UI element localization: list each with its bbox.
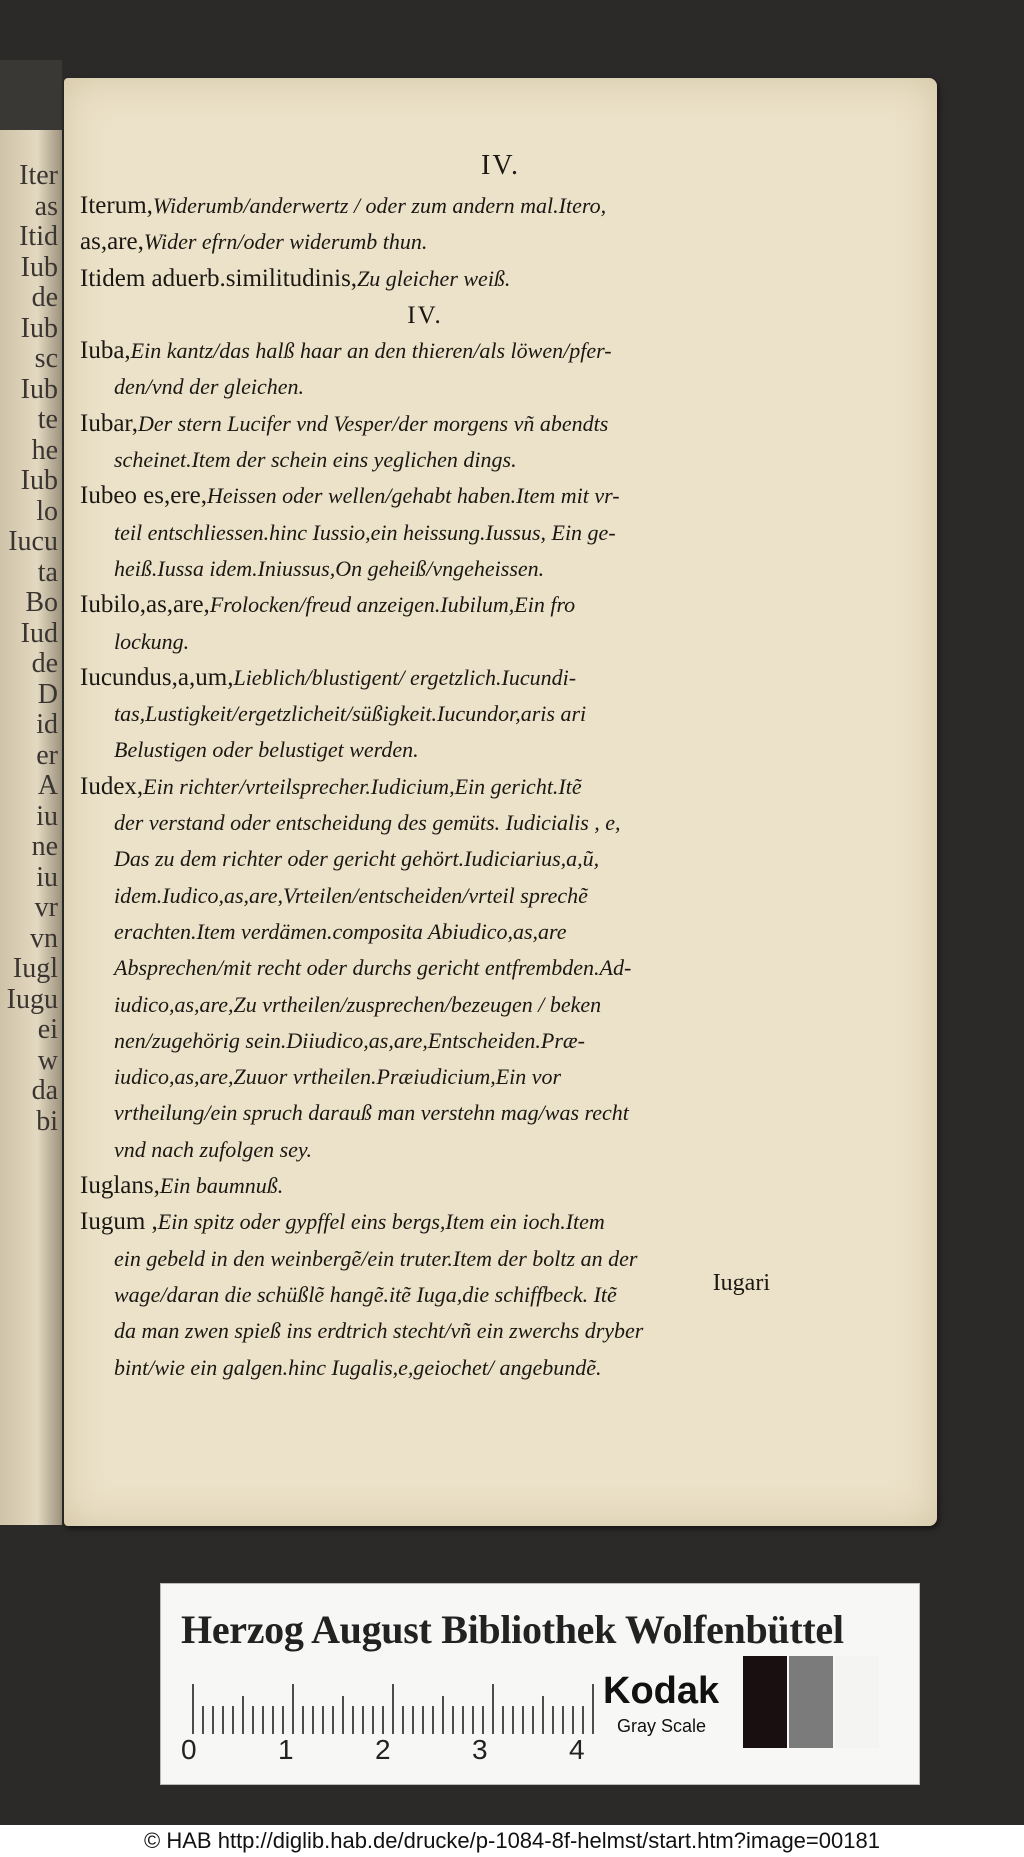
facing-page-fragment: w <box>37 1044 58 1076</box>
text-line <box>80 442 770 478</box>
headword: Iugum , <box>80 1208 158 1236</box>
facing-page-fragment: vr <box>34 892 58 923</box>
gloss: Widerumb/anderwertz / oder zum andern mal.Itero, <box>152 193 607 218</box>
gloss: teil entschliessen.hinc Iussio,ein heissung.Iussus, Ein ge- <box>114 519 616 545</box>
text-line <box>80 551 770 587</box>
gloss: scheinet.Item der schein eins yeglichen dings. <box>114 447 517 473</box>
text-line <box>80 1204 770 1240</box>
text-line <box>80 261 770 297</box>
text-line <box>80 987 770 1023</box>
gloss: lockung. <box>114 628 190 654</box>
text-line <box>80 478 770 514</box>
text-line <box>80 188 770 224</box>
gloss: der verstand oder entscheidung des gemüts. Iudicialis , e, <box>114 810 621 836</box>
gray-swatch <box>743 1656 787 1748</box>
ruler-numbers <box>181 1734 621 1774</box>
text-line <box>80 914 770 950</box>
text-line <box>80 805 770 841</box>
facing-page-fragment: Iugu <box>6 983 58 1015</box>
facing-page-fragment: id <box>36 709 58 740</box>
facing-page-fragment: D <box>37 678 58 710</box>
color-target-card <box>160 1583 920 1785</box>
text-line <box>80 224 770 260</box>
catchword: Iugari <box>712 1270 770 1296</box>
headword: Itidem aduerb.similitudinis, <box>80 264 358 292</box>
facing-page-fragment: ei <box>37 1014 58 1045</box>
gloss: Ein baumnuß. <box>159 1173 284 1199</box>
gloss: Belustigen oder belustiget werden. <box>114 737 419 763</box>
text-line <box>80 587 770 623</box>
facing-page-fragment: he <box>31 434 58 466</box>
text-line <box>80 1313 770 1349</box>
headword: Iuglans, <box>80 1172 160 1200</box>
facing-page-fragment: iu <box>36 800 58 832</box>
gloss: bint/wie ein galgen.hinc Iugalis,e,geiochet/ angebundẽ. <box>114 1354 602 1380</box>
gloss: den/vnd der gleichen. <box>114 374 304 400</box>
facing-page-fragment: sc <box>34 343 58 374</box>
headword: as,are, <box>80 228 144 256</box>
footer-credit: © HAB http://diglib.hab.de/drucke/p-1084-8f-helmst/start.htm?image=00181 <box>0 1825 1024 1857</box>
text-line <box>80 732 770 768</box>
gloss: Das zu dem richter oder gericht gehört.Iudiciarius,a,ũ, <box>114 846 600 872</box>
facing-page-edge <box>0 60 62 1525</box>
facing-page-fragment: te <box>37 404 58 435</box>
facing-page-fragment: da <box>31 1075 58 1106</box>
text-line <box>80 660 770 696</box>
gray-scale-label: Gray Scale <box>617 1716 707 1736</box>
gloss: Ein kantz/das halß haar an den thieren/als löwen/pfer- <box>130 338 612 364</box>
headword: Iudex, <box>80 772 144 800</box>
text-line <box>80 841 770 877</box>
text-line <box>80 515 770 551</box>
dictionary-text <box>80 188 770 1386</box>
gloss: tas,Lustigkeit/ergetzlicheit/süßigkeit.Iucundor,aris ari <box>114 701 587 727</box>
facing-page-fragment: de <box>31 648 58 679</box>
gloss: Wider efrn/oder widerumb thun. <box>143 229 428 255</box>
facing-page-fragment: iu <box>36 861 58 893</box>
headword: Iubar, <box>80 409 138 437</box>
book-page <box>64 78 937 1526</box>
facing-page-fragment: er <box>36 739 58 771</box>
gloss: idem.Iudico,as,are,Vrteilen/entscheiden/vrteil sprechẽ <box>114 882 588 908</box>
text-line <box>80 333 770 369</box>
gloss: Der stern Lucifer vnd Vesper/der morgens vñ abendts <box>138 410 609 436</box>
ruler-scale <box>189 1679 609 1739</box>
text-line <box>80 878 770 914</box>
gloss: Zu gleicher weiß. <box>357 265 511 291</box>
ruler-number: 0 <box>181 1734 197 1765</box>
gloss: heiß.Iussa idem.Iniussus,On geheiß/vngeheissen. <box>114 555 545 581</box>
text-line <box>80 624 770 660</box>
headword: Iubeo es,ere, <box>80 482 208 510</box>
facing-page-fragment: Iugl <box>12 953 58 984</box>
facing-page-fragment: Iub <box>20 251 58 283</box>
ruler-number: 4 <box>569 1734 585 1765</box>
facing-page-fragment: as <box>34 190 58 222</box>
text-line <box>80 406 770 442</box>
gray-swatch <box>789 1656 833 1748</box>
gloss: iudico,as,are,Zu vrtheilen/zusprechen/bezeugen / beken <box>114 991 602 1017</box>
gloss: da man zwen spieß ins erdtrich stecht/vñ ein zwerchs dryber <box>114 1318 644 1344</box>
gloss: vnd nach zufolgen sey. <box>114 1136 312 1162</box>
headword: Iterum, <box>80 192 153 219</box>
gloss: vrtheilung/ein spruch darauß man verstehn mag/was recht <box>114 1100 629 1126</box>
headword: Iucundus,a,um, <box>80 663 234 691</box>
gloss: Lieblich/blustigent/ ergetzlich.Iucundi- <box>233 664 577 690</box>
facing-page-fragment: A <box>37 770 58 801</box>
facing-page-fragment: Bo <box>25 587 58 618</box>
facing-page-fragment: vn <box>30 922 58 954</box>
text-line <box>80 950 770 986</box>
text-line <box>80 297 770 333</box>
facing-page-fragment: lo <box>36 495 58 527</box>
gray-swatch <box>835 1656 879 1748</box>
facing-page-fragment: Iub <box>20 373 58 405</box>
text-line <box>80 696 770 732</box>
facing-page-fragment: ta <box>37 556 58 588</box>
text-line <box>80 1059 770 1095</box>
text-line <box>80 1350 770 1386</box>
facing-page-fragment: Iter <box>19 160 58 191</box>
text-line <box>80 1132 770 1168</box>
text-line <box>80 769 770 805</box>
gloss: Frolocken/freud anzeigen.Iubilum,Ein fro <box>209 592 576 618</box>
gloss: Ein spitz oder gypffel eins bergs,Item ein ioch.Item <box>157 1209 605 1235</box>
gloss: Heissen oder wellen/gehabt haben.Item mit vr- <box>207 483 620 509</box>
gloss: Ein richter/vrteilsprecher.Iudicium,Ein gericht.Itẽ <box>143 773 582 799</box>
page-header: IV. <box>481 150 520 181</box>
gloss: Absprechen/mit recht oder durchs gericht entfrembden.Ad- <box>114 955 632 981</box>
kodak-logo: Kodak <box>603 1670 720 1712</box>
text-line <box>80 1023 770 1059</box>
gloss: nen/zugehörig sein.Diiudico,as,are,Entscheiden.Præ- <box>114 1027 585 1053</box>
facing-page-fragment: Iucu <box>8 526 58 557</box>
headword: IV. <box>407 301 443 329</box>
library-title: Herzog August Bibliothek Wolfenbüttel <box>181 1607 844 1652</box>
facing-page-fragment: ne <box>31 831 58 862</box>
gloss: wage/daran die schüßlẽ hangẽ.itẽ Iuga,die schiffbeck. Itẽ <box>114 1281 617 1307</box>
facing-page-fragment: Iub <box>20 312 58 344</box>
text-line <box>80 1095 770 1131</box>
gloss: erachten.Item verdämen.composita Abiudico,as,are <box>114 918 567 944</box>
facing-page-fragment: de <box>31 282 58 313</box>
facing-page-shadow <box>0 60 62 130</box>
headword: Iuba, <box>80 337 131 365</box>
headword: Iubilo,as,are, <box>80 591 210 619</box>
ruler-number: 3 <box>472 1734 488 1765</box>
text-line <box>80 369 770 405</box>
facing-page-fragment: Iud <box>20 617 58 649</box>
ruler-number: 2 <box>375 1734 391 1765</box>
ruler-number: 1 <box>278 1734 294 1765</box>
text-line <box>80 1168 770 1204</box>
facing-page-fragment: bi <box>36 1105 58 1137</box>
facing-page-fragment: Iub <box>20 465 58 496</box>
gloss: ein gebeld in den weinbergẽ/ein truter.Item der boltz an der <box>114 1245 638 1271</box>
facing-page-fragment: Itid <box>19 221 58 252</box>
gloss: iudico,as,are,Zuuor vrtheilen.Præiudicium,Ein vor <box>114 1064 562 1090</box>
